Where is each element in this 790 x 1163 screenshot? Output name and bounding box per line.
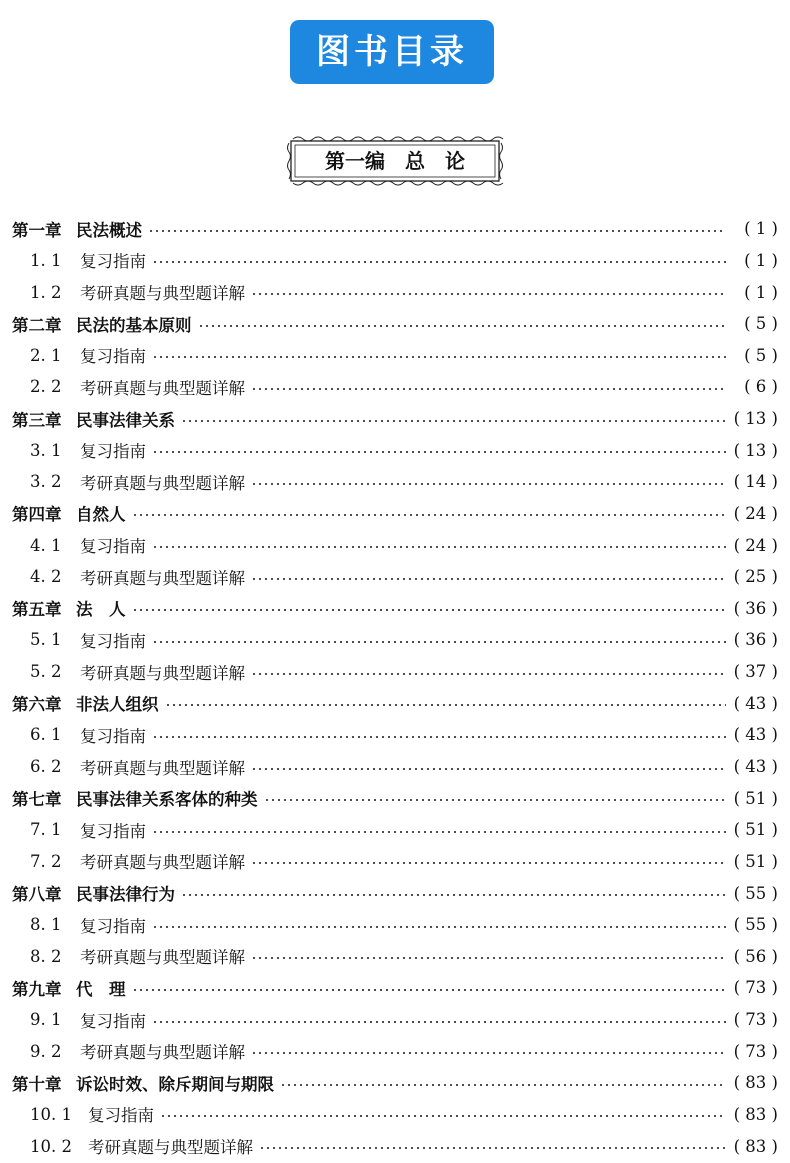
toc-entry-page: ( 56 ) [733, 946, 778, 966]
toc-entry-title: 考研真题与典型题详解 [80, 948, 245, 968]
dot-leader [251, 578, 726, 580]
toc-section-row [12, 1099, 778, 1131]
toc-entry-page: ( 73 ) [733, 1041, 778, 1061]
dot-leader [251, 388, 726, 390]
toc-section-row [12, 1004, 778, 1036]
toc-chapter-row [12, 213, 778, 245]
dot-leader [152, 261, 726, 263]
toc-entry-page: ( 1 ) [744, 219, 778, 239]
toc-chapter-row [12, 593, 778, 625]
toc-entry-number: 第九章 [12, 979, 62, 999]
toc-entry-page: ( 51 ) [733, 851, 778, 871]
toc-entry-number: 7. 2 [30, 851, 62, 871]
dot-leader [132, 989, 727, 991]
toc-entry-title: 考研真题与典型题详解 [80, 568, 245, 588]
toc-entry-page: ( 36 ) [733, 598, 778, 618]
toc-entry-title: 考研真题与典型题详解 [80, 378, 245, 398]
toc-entry-page: ( 55 ) [733, 883, 778, 903]
toc-entry-title: 诉讼时效、除斥期间与期限 [76, 1074, 274, 1094]
dot-leader [251, 483, 726, 485]
toc-entry-number: 3. 2 [30, 472, 62, 492]
toc-chapter-row [12, 1067, 778, 1099]
toc-entry-page: ( 14 ) [733, 472, 778, 492]
toc-section-row [12, 466, 778, 498]
toc-entry-page: ( 13 ) [733, 409, 778, 429]
toc-entry-page: ( 83 ) [733, 1136, 778, 1156]
toc-entry-title: 考研真题与典型题详解 [80, 663, 245, 683]
toc-section-row [12, 751, 778, 783]
dot-leader [152, 831, 726, 833]
toc-entry-page: ( 5 ) [744, 345, 778, 365]
toc-section-row [12, 1035, 778, 1067]
toc-entry-title: 复习指南 [80, 631, 146, 651]
toc-entry-title: 复习指南 [80, 1011, 146, 1031]
toc-chapter-row [12, 972, 778, 1004]
toc-section-row [12, 434, 778, 466]
toc-entry-page: ( 13 ) [733, 440, 778, 460]
toc-entry-number: 第六章 [12, 695, 62, 715]
toc-section-row [12, 340, 778, 372]
toc-entry-page: ( 1 ) [744, 250, 778, 270]
dot-leader [152, 546, 726, 548]
dot-leader [251, 1052, 726, 1054]
toc-entry-title: 复习指南 [80, 821, 146, 841]
toc-chapter-row [12, 308, 778, 340]
toc-entry-number: 第五章 [12, 600, 62, 620]
toc-entry-number: 9. 1 [30, 1010, 62, 1030]
toc-entry-title: 复习指南 [80, 537, 146, 557]
toc-entry-number: 10. 1 [30, 1104, 72, 1124]
toc-entry-page: ( 83 ) [733, 1104, 778, 1124]
dot-leader [259, 1147, 726, 1149]
toc-section-row [12, 656, 778, 688]
toc-entry-title: 考研真题与典型题详解 [88, 1138, 253, 1158]
toc-entry-page: ( 24 ) [733, 535, 778, 555]
part-title: 第一编 总 论 [325, 149, 465, 173]
toc-entry-title: 非法人组织 [76, 695, 159, 715]
toc-entry-number: 10. 2 [30, 1136, 72, 1156]
toc-entry-number: 8. 1 [30, 915, 62, 935]
toc-entry-page: ( 43 ) [733, 725, 778, 745]
toc-entry-title: 复习指南 [80, 252, 146, 272]
toc-entry-number: 2. 1 [30, 345, 62, 365]
toc-entry-number: 第十章 [12, 1074, 62, 1094]
toc-entry-number: 第七章 [12, 790, 62, 810]
toc-section-row [12, 371, 778, 403]
toc-entry-title: 民法概述 [76, 220, 142, 240]
dot-leader [251, 293, 726, 295]
toc-entry-title: 考研真题与典型题详解 [80, 758, 245, 778]
toc-chapter-row [12, 403, 778, 435]
toc-entry-page: ( 25 ) [733, 567, 778, 587]
dot-leader [251, 957, 726, 959]
toc-entry-title: 民事法律关系客体的种类 [76, 790, 258, 810]
dot-leader [251, 673, 726, 675]
toc-entry-number: 5. 2 [30, 662, 62, 682]
dot-leader [181, 894, 726, 896]
toc-entry-page: ( 83 ) [733, 1073, 778, 1093]
toc-entry-number: 4. 1 [30, 535, 62, 555]
dot-leader [280, 1084, 726, 1086]
dot-leader [165, 704, 727, 706]
dot-leader [152, 926, 726, 928]
toc-entry-page: ( 43 ) [733, 693, 778, 713]
toc-entry-title: 考研真题与典型题详解 [80, 853, 245, 873]
toc-entry-number: 5. 1 [30, 630, 62, 650]
toc-chapter-row [12, 498, 778, 530]
dot-leader [152, 451, 726, 453]
toc-entry-number: 3. 1 [30, 440, 62, 460]
dot-leader [152, 1021, 726, 1023]
toc-entry-title: 代 理 [76, 979, 126, 999]
dot-leader [132, 609, 727, 611]
toc-entry-number: 第八章 [12, 885, 62, 905]
toc-section-row [12, 624, 778, 656]
dot-leader [152, 641, 726, 643]
toc-section-row [12, 940, 778, 972]
toc-entry-page: ( 36 ) [733, 630, 778, 650]
toc-section-row [12, 1130, 778, 1162]
toc-entry-page: ( 6 ) [744, 377, 778, 397]
toc-section-row [12, 909, 778, 941]
toc-chapter-row [12, 687, 778, 719]
toc-entry-title: 复习指南 [80, 726, 146, 746]
toc-entry-title: 考研真题与典型题详解 [80, 1043, 245, 1063]
toc-entry-page: ( 37 ) [733, 662, 778, 682]
toc-entry-page: ( 55 ) [733, 915, 778, 935]
toc-section-row [12, 529, 778, 561]
toc-section-row [12, 846, 778, 878]
toc-entry-number: 1. 1 [30, 250, 62, 270]
toc-entry-page: ( 73 ) [733, 1010, 778, 1030]
dot-leader [148, 230, 726, 232]
toc-section-row [12, 245, 778, 277]
dot-leader [132, 514, 727, 516]
toc-entry-title: 复习指南 [80, 916, 146, 936]
toc-entry-number: 2. 2 [30, 377, 62, 397]
toc-entry-number: 8. 2 [30, 946, 62, 966]
toc-entry-number: 第四章 [12, 505, 62, 525]
toc-entry-number: 第二章 [12, 315, 62, 335]
toc-entry-number: 第一章 [12, 220, 62, 240]
toc-entry-page: ( 51 ) [733, 788, 778, 808]
toc-entry-number: 4. 2 [30, 567, 62, 587]
toc-entry-title: 复习指南 [80, 442, 146, 462]
dot-leader [264, 799, 727, 801]
toc-section-row [12, 276, 778, 308]
toc-entry-title: 民事法律行为 [76, 885, 175, 905]
toc-entry-page: ( 73 ) [733, 978, 778, 998]
part-heading-frame [285, 135, 505, 187]
dot-leader [198, 325, 727, 327]
dot-leader [181, 420, 726, 422]
toc-chapter-row [12, 877, 778, 909]
dot-leader [251, 862, 726, 864]
toc-banner-title: 图书目录 [290, 20, 494, 84]
toc-entry-title: 考研真题与典型题详解 [80, 284, 245, 304]
toc-entry-page: ( 24 ) [733, 503, 778, 523]
toc-entry-title: 考研真题与典型题详解 [80, 473, 245, 493]
toc-entry-title: 民事法律关系 [76, 410, 175, 430]
toc-entry-page: ( 5 ) [744, 314, 778, 334]
toc-entry-number: 7. 1 [30, 820, 62, 840]
toc-entry-number: 第三章 [12, 410, 62, 430]
toc-entry-title: 自然人 [76, 505, 126, 525]
toc-entry-page: ( 1 ) [744, 282, 778, 302]
toc-entry-page: ( 43 ) [733, 757, 778, 776]
dot-leader [152, 356, 726, 358]
toc-entry-title: 复习指南 [88, 1106, 154, 1126]
toc-entry-title: 民法的基本原则 [76, 315, 192, 335]
toc-entry-page: ( 51 ) [733, 820, 778, 840]
toc-section-row [12, 719, 778, 751]
toc-chapter-row [12, 782, 778, 814]
dot-leader [251, 768, 726, 770]
toc-entry-number: 1. 2 [30, 282, 62, 302]
dot-leader [160, 1115, 726, 1117]
dot-leader [152, 736, 726, 738]
toc-entry-title: 法 人 [76, 600, 126, 620]
toc-section-row [12, 814, 778, 846]
toc-entry-number: 6. 1 [30, 725, 62, 745]
toc-entry-number: 6. 2 [30, 757, 62, 776]
toc-entry-number: 9. 2 [30, 1041, 62, 1061]
toc-section-row [12, 561, 778, 593]
toc-entry-title: 复习指南 [80, 347, 146, 367]
